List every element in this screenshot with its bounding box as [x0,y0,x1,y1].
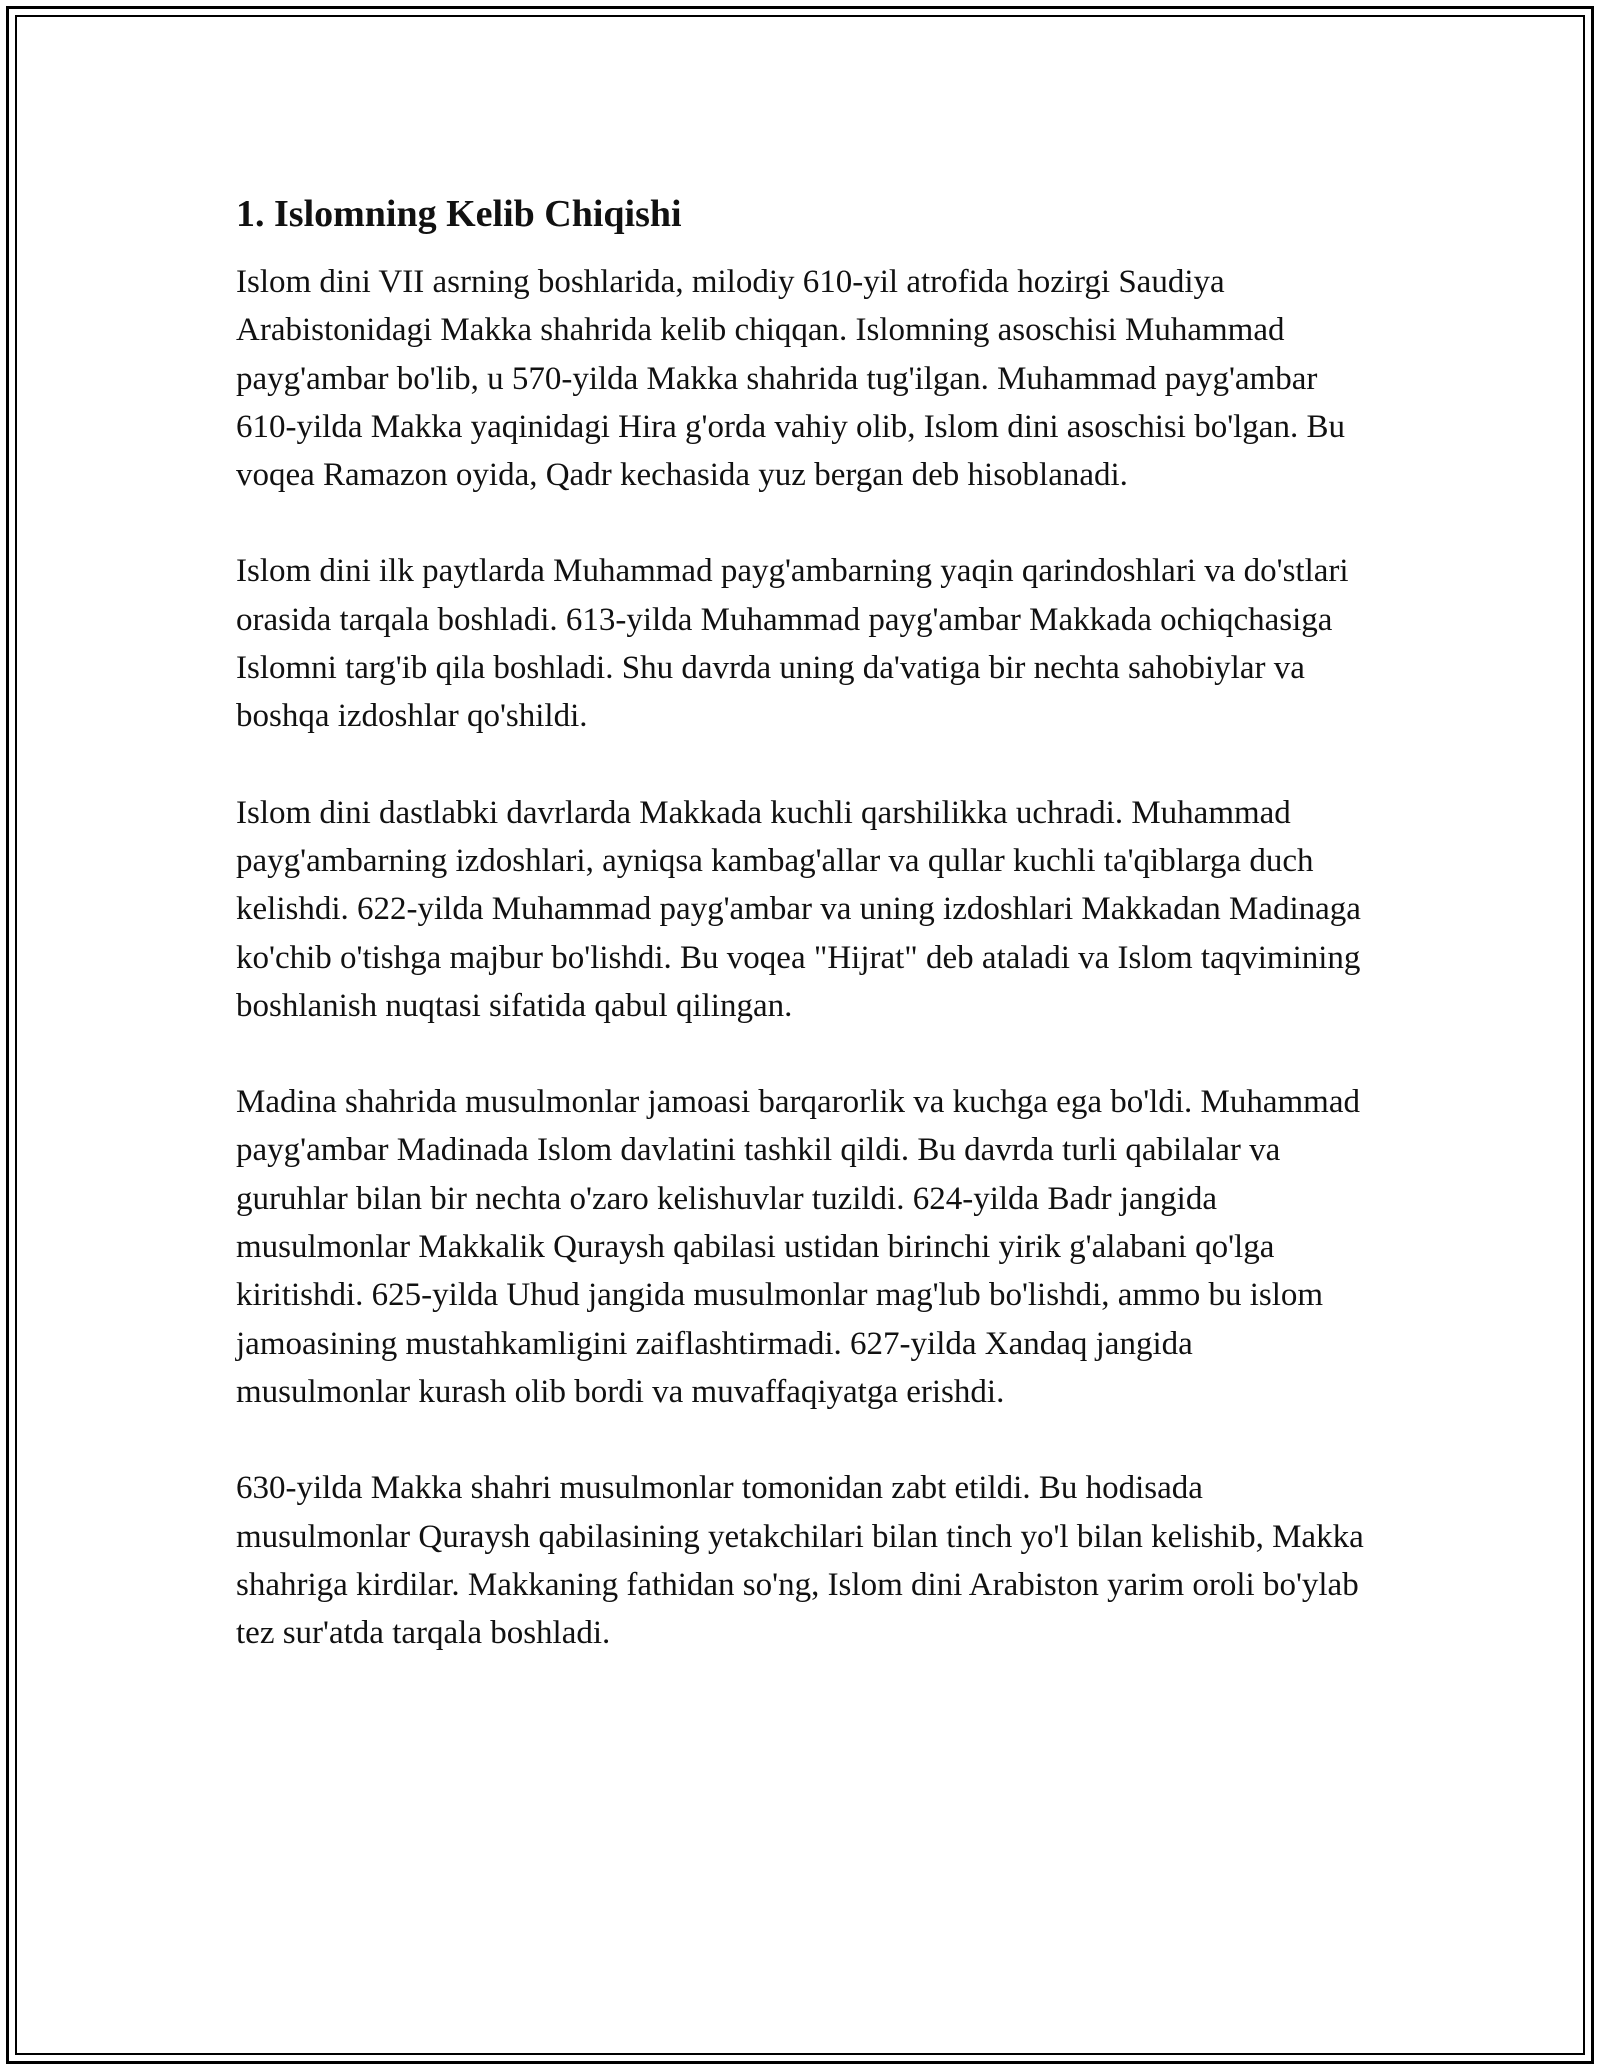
section-title: 1. Islomning Kelib Chiqishi [236,193,682,235]
paragraph-1: Islom dini VII asrning boshlarida, milodiy 610-yil atrofida hozirgi Saudiya Arabistonidagi Makka shahrida kelib chiqqan. Islomning asoschisi Muhammad payg'ambar bo'lib, u 570-yilda Makka shahrida tug'ilgan. Muhammad payg'ambar 610-yilda Makka yaqinidagi Hira g'orda vahiy olib, Islom dini asoschisi bo'lgan. Bu voqea Ramazon oyida, Qadr kechasida yuz bergan deb hisoblanadi. [236,264,1345,494]
paragraph-2: Islom dini ilk paytlarda Muhammad payg'ambarning yaqin qarindoshlari va do'stlari orasida tarqala boshladi. 613-yilda Muhammad payg'ambar Makkada ochiqchasiga Islomni targ'ib qila boshladi. Shu davrda uning da'vatiga bir nechta sahobiylar va boshqa izdoshlar qo'shildi. [236,553,1349,735]
paragraph-4: Madina shahrida musulmonlar jamoasi barqarorlik va kuchga ega bo'ldi. Muhammad payg'ambar Madinada Islom davlatini tashkil qildi. Bu davrda turli qabilalar va guruhlar bilan bir nechta o'zaro kelishuvlar tuzildi. 624-yilda Badr jangida musulmonlar Makkalik Quraysh qabilasi ustidan birinchi yirik g'alabani qo'lga kiritishdi. 625-yilda Uhud jangida musulmonlar mag'lub bo'lishdi, ammo bu islom jamoasining mustahkamligini zaiflashtirmadi. 627-yilda Xandaq jangida musulmonlar kurash olib bordi va muvaffaqiyatga erishdi. [236,1084,1360,1410]
paragraph-3: Islom dini dastlabki davrlarda Makkada kuchli qarshilikka uchradi. Muhammad payg'ambarning izdoshlari, ayniqsa kambag'allar va qullar kuchli ta'qiblarga duch kelishdi. 622-yilda Muhammad payg'ambar va uning izdoshlari Makkadan Madinaga ko'chib o'tishga majbur bo'lishdi. Bu voqea "Hijrat" deb ataladi va Islom taqvimining boshlanish nuqtasi sifatida qabul qilingan. [236,794,1361,1024]
paragraph-5: 630-yilda Makka shahri musulmonlar tomonidan zabt etildi. Bu hodisada musulmonlar Quraysh qabilasining yetakchilari bilan tinch yo'l bilan kelishib, Makka shahriga kirdilar. Makkaning fathidan so'ng, Islom dini Arabiston yarim oroli bo'ylab tez sur'atda tarqala boshladi. [236,1470,1364,1652]
document-body [236,188,1366,1705]
